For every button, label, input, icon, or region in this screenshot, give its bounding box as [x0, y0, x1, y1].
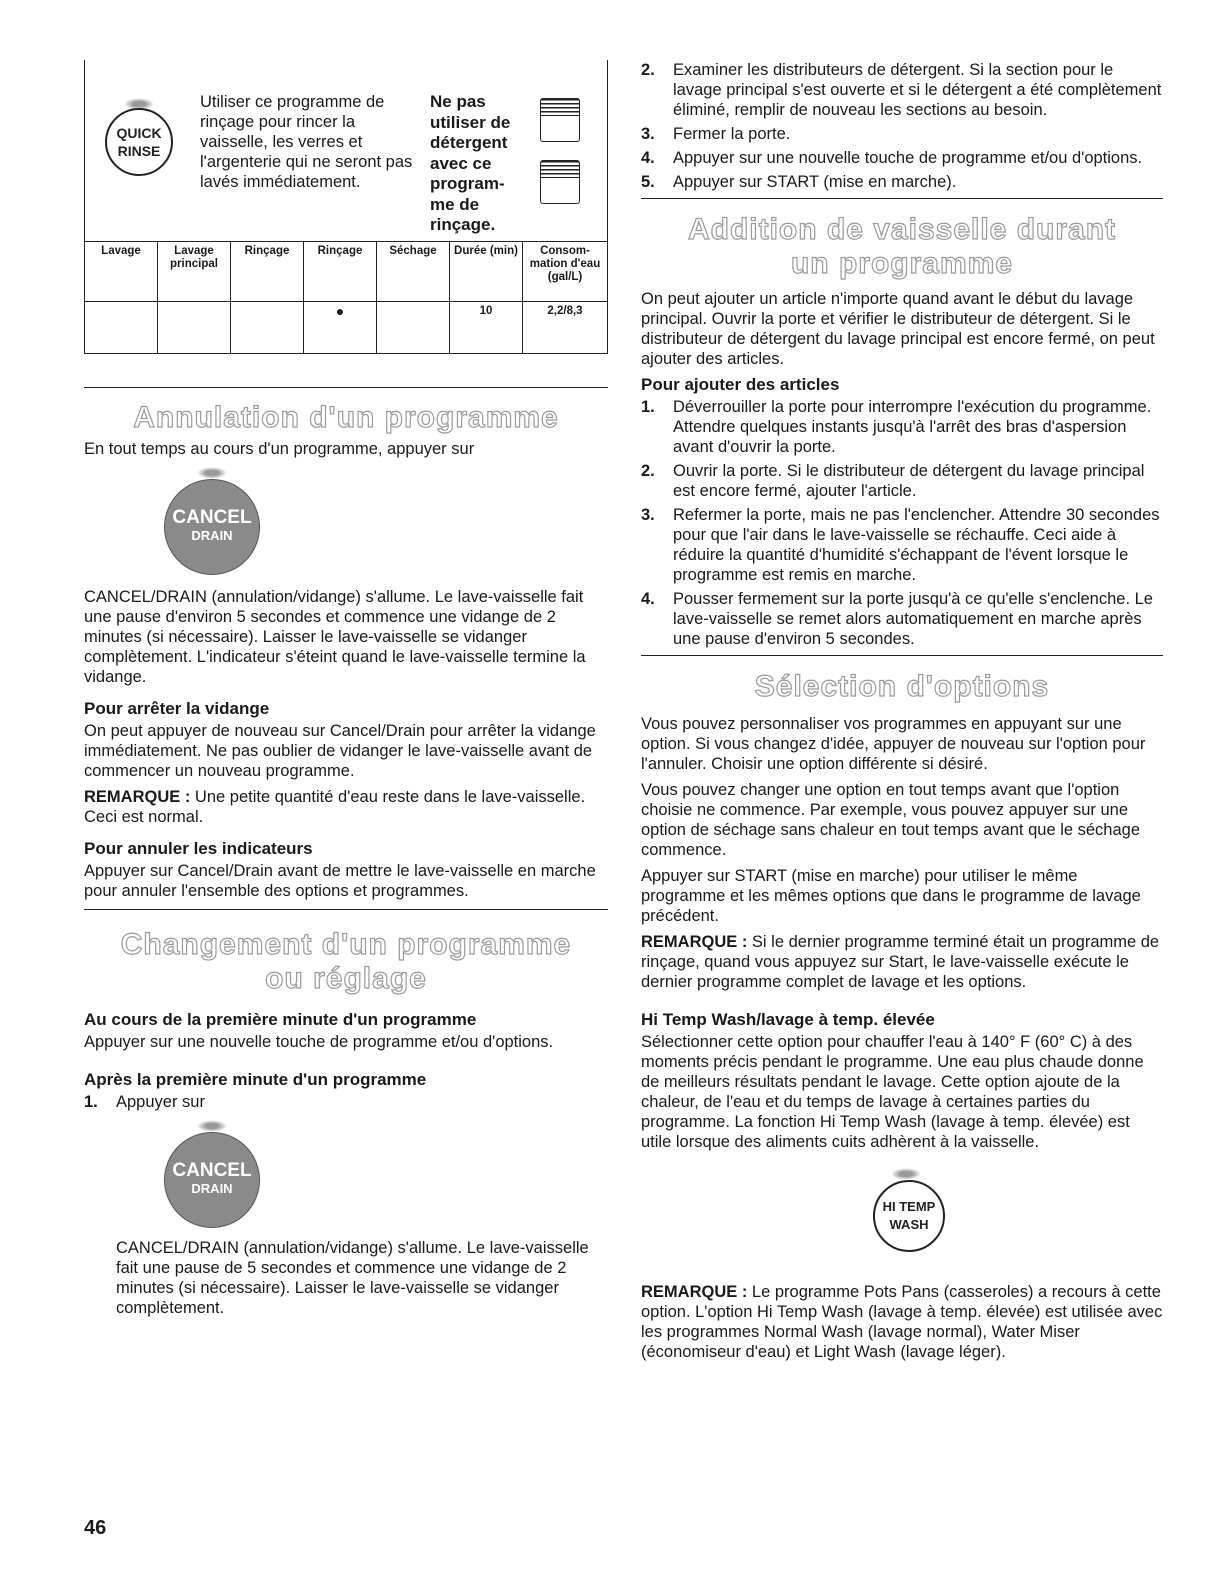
after-first-minute-heading: Après la première minute d'un programme — [84, 1070, 427, 1089]
hi-temp-body: Sélectionner cette option pour chauffer l'eau à 140° F (60° C) à des moments précis pendant le programme. Une eau plus chaude donne de meilleurs résultats pendant le lavage. Cette option ajoute de la chaleur, de l'eau et du temps de lavage à certaines parties du programme. La fonction Hi Temp Wash (lavage à temp. élevée) est utile lorsque des aliments cuits adhèrent à la vaisselle. — [641, 1033, 1144, 1151]
section-heading-options: Sélection d'options — [754, 670, 1050, 703]
section-divider — [84, 909, 608, 910]
options-p2: Vous pouvez changer une option en tout temps avant que l'option choisie ne commence. Par exemple, vous pouvez appuyer sur une option de séchage sans chaleur en tout temps avant que le séchage commence. — [641, 781, 1141, 859]
table-cell — [85, 302, 158, 354]
list-item: 1. Appuyer sur — [84, 1093, 205, 1111]
page-number: 46 — [84, 1517, 107, 1539]
options-note: REMARQUE : Si le dernier programme terminé était un programme de rinçage, quand vous appuyez sur Start, le lave-vaisselle exécute le dernier programme complet de lavage et les options. — [641, 933, 1160, 991]
cancel-drain-figure — [84, 465, 608, 577]
section-divider — [84, 387, 608, 388]
indicator-light-icon — [197, 467, 227, 479]
addition-intro: On peut ajouter un article n'importe quand avant le début du lavage principal. Ouvrir la porte et vérifier le distributeur de détergent. Si le distributeur de détergent du lavage principal est encore fermé, on peut ajouter des articles. — [641, 290, 1155, 368]
table-header: Rinçage — [304, 242, 377, 302]
table-cell: ● — [304, 302, 377, 354]
table-header: Lavage — [85, 242, 158, 302]
options-p3: Appuyer sur START (mise en marche) pour utiliser le même programme et les mêmes options que dans le programme de lavage précédent. — [641, 867, 1141, 925]
detergent-dispenser-icon — [540, 98, 580, 142]
list-item: 4. Appuyer sur une nouvelle touche de programme et/ou d'options. — [641, 149, 1143, 167]
list-item: 3. Fermer la porte. — [641, 125, 791, 143]
section-heading-changement: Changement d'un programme ou réglage — [120, 928, 572, 995]
first-minute-heading: Au cours de la première minute d'un programme — [84, 1010, 477, 1029]
add-steps — [641, 397, 1163, 649]
hi-temp-wash-icon: HI TEMP WASH — [873, 1180, 945, 1252]
cancel-drain-button-icon: CANCEL DRAIN — [164, 1132, 260, 1228]
section-divider — [641, 655, 1163, 656]
list-item: 5. Appuyer sur START (mise en marche). — [641, 173, 957, 191]
change-steps-left — [84, 1092, 608, 1112]
options-note-2: REMARQUE : Le programme Pots Pans (casseroles) a recours à cette option. L'option Hi Temp Wash (lavage à temp. élevée) est utilisée avec les programmes Normal Wash (lavage normal), Water Miser (économiseur d'eau) et Light Wash (lavage léger). — [641, 1283, 1163, 1361]
change-steps-right — [641, 60, 1163, 192]
table-cell — [231, 302, 304, 354]
add-items-heading: Pour ajouter des articles — [641, 375, 840, 394]
list-item: 3. Refermer la porte, mais ne pas l'enclencher. Attendre 30 secondes pour que l'air dans le lave-vaisselle se réchauffe. Ceci aide à réduire la quantité d'humidité s'échappant de l'évent lorsque le programme est remis en marche. — [641, 506, 1160, 584]
quick-rinse-icon: QUICK RINSE — [105, 108, 173, 176]
stop-drain-body: On peut appuyer de nouveau sur Cancel/Drain pour arrêter la vidange immédiatement. Ne pas oublier de vidanger le lave-vaisselle avant de commencer un nouveau programme. — [84, 722, 596, 780]
section-divider — [641, 198, 1163, 199]
cancel-indicators-heading: Pour annuler les indicateurs — [84, 839, 313, 858]
right-column — [641, 60, 1163, 1368]
first-minute-body: Appuyer sur une nouvelle touche de programme et/ou d'options. — [84, 1033, 554, 1051]
table-header: Lavage principal — [158, 242, 231, 302]
hi-temp-heading: Hi Temp Wash/lavage à temp. élevée — [641, 1010, 935, 1029]
list-item: 4. Pousser fermement sur la porte jusqu'à ce qu'elle s'enclenche. Le lave-vaisselle se remet alors automatiquement en marche après une pause d'environ 5 secondes. — [641, 590, 1153, 648]
annulation-note: REMARQUE : Une petite quantité d'eau reste dans le lave-vaisselle. Ceci est normal. — [84, 788, 586, 826]
section-heading-addition: Addition de vaisselle durant un programme — [687, 213, 1117, 280]
table-cell: 2,2/8,3 — [523, 302, 608, 354]
list-item: 2. Examiner les distributeurs de détergent. Si la section pour le lavage principal s'est ouverte et si le détergent a été complètement éliminé, remplir de nouveau les sections au besoin. — [641, 61, 1162, 119]
table-header: Consom-mation d'eau (gal/L) — [523, 242, 608, 302]
table-header: Séchage — [377, 242, 450, 302]
left-column — [84, 60, 608, 1324]
table-header: Rinçage — [231, 242, 304, 302]
annulation-body: CANCEL/DRAIN (annulation/vidange) s'allume. Le lave-vaisselle fait une pause d'environ 5 secondes et commence une vidange de 2 minutes (si nécessaire). Laisser le lave-vaisselle se vidanger complètement. L'indicateur s'éteint quand le lave-vaisselle termine la vidange. — [84, 588, 586, 686]
table-header: Durée (min) — [450, 242, 523, 302]
quick-rinse-cycle-table — [84, 241, 608, 354]
table-cell: 10 — [450, 302, 523, 354]
table-cell — [377, 302, 450, 354]
indicator-light-icon — [891, 1168, 921, 1180]
detergent-dispenser-icon — [540, 160, 580, 204]
cancel-drain-figure — [84, 1116, 608, 1234]
quick-rinse-warning: Ne pas utiliser de détergent avec ce program-me de rinçage. — [430, 92, 511, 234]
quick-rinse-box — [84, 60, 608, 241]
table-cell — [158, 302, 231, 354]
list-item: 2. Ouvrir la porte. Si le distributeur de détergent du lavage principal est encore fermé, ajouter l'article. — [641, 462, 1145, 500]
cancel-drain-button-icon: CANCEL DRAIN — [164, 479, 260, 575]
stop-drain-heading: Pour arrêter la vidange — [84, 699, 270, 718]
quick-rinse-description: Utiliser ce programme de rinçage pour rincer la vaisselle, les verres et l'argenterie qui ne seront pas lavés immédiatement. — [200, 93, 413, 191]
hi-temp-figure — [641, 1158, 1163, 1276]
list-item: 1. Déverrouiller la porte pour interrompre l'exécution du programme. Attendre quelques instants jusqu'à l'arrêt des bras d'aspersion avant d'ouvrir la porte. — [641, 398, 1152, 456]
options-p1: Vous pouvez personnaliser vos programmes en appuyant sur une option. Si vous changez d'idée, appuyer de nouveau sur l'option pour l'annuler. Choisir une option différente si désiré. — [641, 715, 1146, 773]
annulation-intro: En tout temps au cours d'un programme, appuyer sur — [84, 440, 475, 458]
indicator-light-icon — [197, 1120, 227, 1132]
cancel-indicators-body: Appuyer sur Cancel/Drain avant de mettre le lave-vaisselle en marche pour annuler l'ensemble des options et programmes. — [84, 862, 596, 900]
section-heading-annulation: Annulation d'un programme — [133, 401, 559, 434]
step1-body: CANCEL/DRAIN (annulation/vidange) s'allume. Le lave-vaisselle fait une pause de 5 secondes et commence une vidange de 2 minutes (si nécessaire). Laisser le lave-vaisselle se vidanger complètement. — [116, 1239, 589, 1317]
